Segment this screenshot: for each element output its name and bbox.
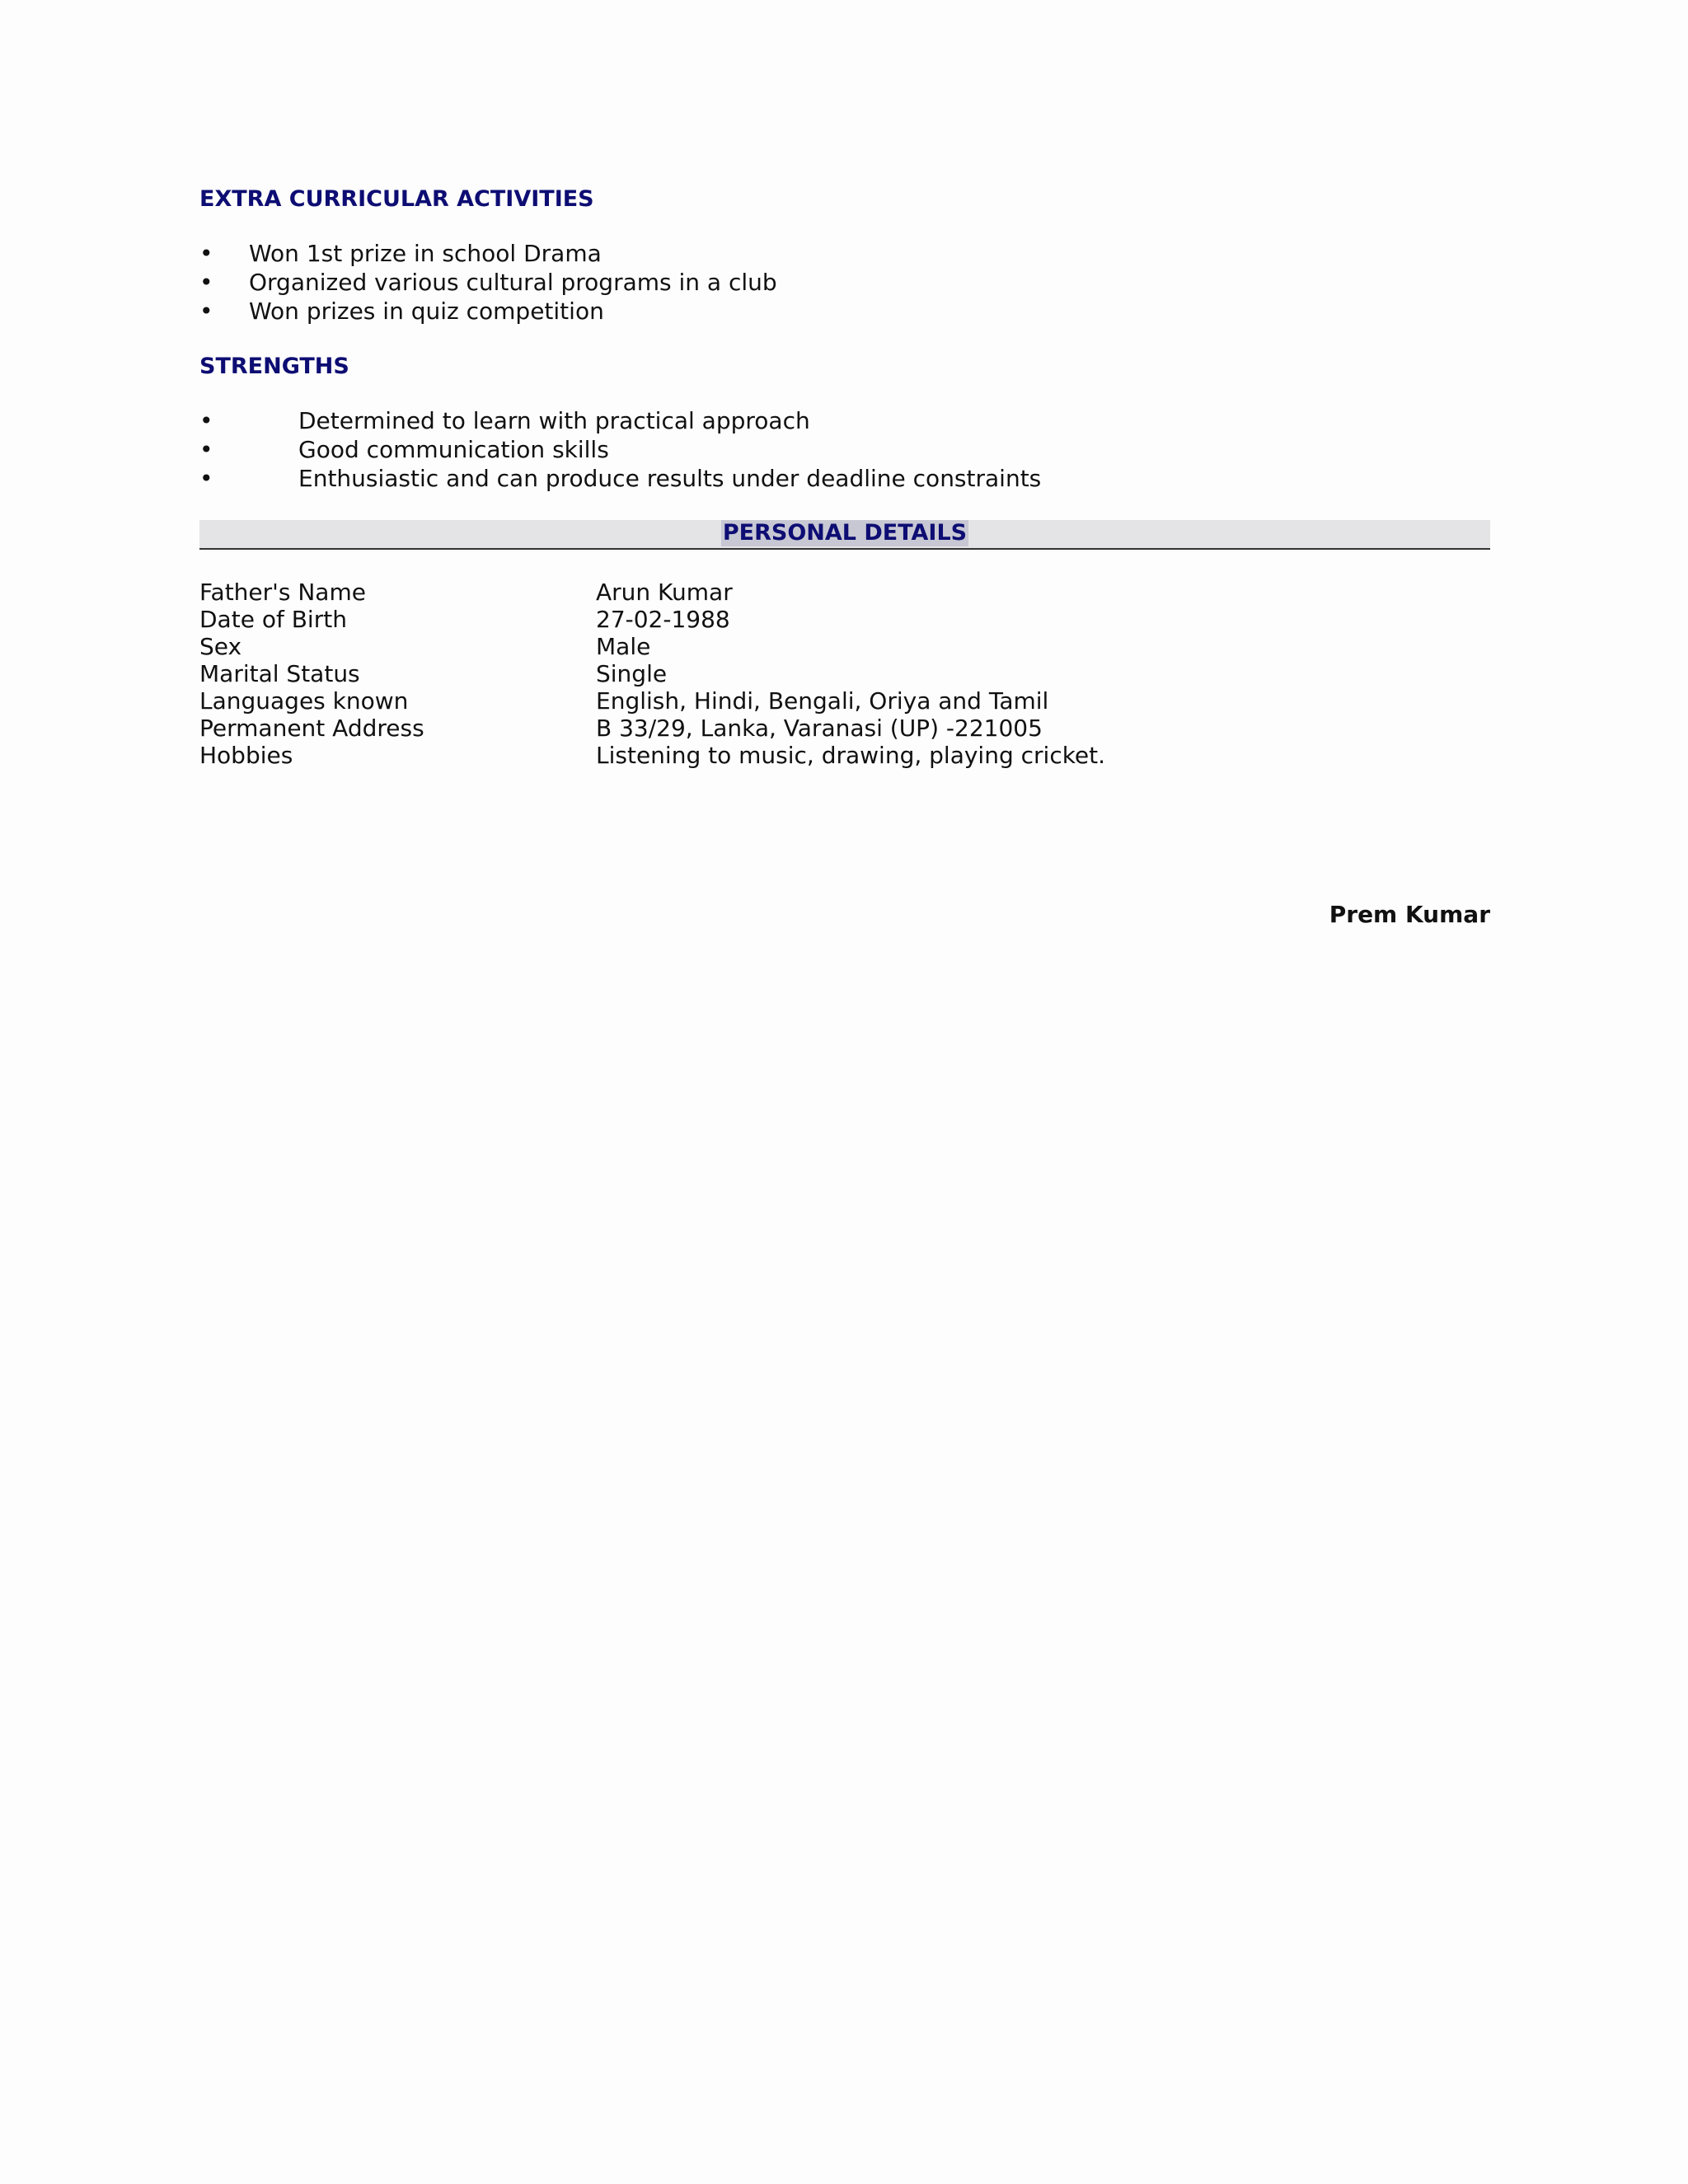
detail-row-date-of-birth: [199, 606, 1490, 633]
signature-name: Prem Kumar: [1329, 901, 1490, 928]
detail-value: Male: [596, 633, 651, 660]
detail-row-marital-status: [199, 660, 1490, 687]
detail-label: Hobbies: [199, 742, 293, 769]
bullet-icon: •: [199, 240, 213, 267]
detail-row-languages-known: [199, 687, 1490, 715]
strengths-heading: STRENGTHS: [199, 354, 349, 379]
detail-label: Languages known: [199, 687, 409, 715]
bullet-icon: •: [199, 269, 213, 296]
personal-details-heading: PERSONAL DETAILS: [722, 520, 968, 546]
detail-value: English, Hindi, Bengali, Oriya and Tamil: [596, 687, 1049, 715]
detail-label: Sex: [199, 633, 242, 660]
detail-value: Single: [596, 660, 668, 687]
detail-label: Marital Status: [199, 660, 360, 687]
detail-value: B 33/29, Lanka, Varanasi (UP) -221005: [596, 715, 1043, 742]
list-item-text: Won 1st prize in school Drama: [249, 240, 602, 267]
bullet-icon: •: [199, 298, 213, 325]
bullet-icon: •: [199, 407, 213, 434]
detail-value: Listening to music, drawing, playing cricket.: [596, 742, 1106, 769]
detail-row-hobbies: [199, 742, 1490, 769]
detail-label: Father's Name: [199, 579, 366, 606]
detail-row-permanent-address: [199, 715, 1490, 742]
detail-label: Date of Birth: [199, 606, 347, 633]
detail-row-fathers-name: [199, 579, 1490, 606]
list-item-text: Good communication skills: [298, 436, 609, 463]
list-item-text: Enthusiastic and can produce results under deadline constraints: [298, 465, 1042, 492]
personal-details-band: [199, 520, 1490, 550]
extra-curricular-heading: EXTRA CURRICULAR ACTIVITIES: [199, 186, 594, 212]
bullet-icon: •: [199, 465, 213, 492]
detail-value: 27-02-1988: [596, 606, 730, 633]
detail-value: Arun Kumar: [596, 579, 733, 606]
detail-row-sex: [199, 633, 1490, 660]
list-item-text: Won prizes in quiz competition: [249, 298, 604, 325]
bullet-icon: •: [199, 436, 213, 463]
personal-details-table: [199, 579, 1490, 769]
list-item-text: Determined to learn with practical approach: [298, 407, 810, 434]
list-item-text: Organized various cultural programs in a club: [249, 269, 777, 296]
detail-label: Permanent Address: [199, 715, 424, 742]
